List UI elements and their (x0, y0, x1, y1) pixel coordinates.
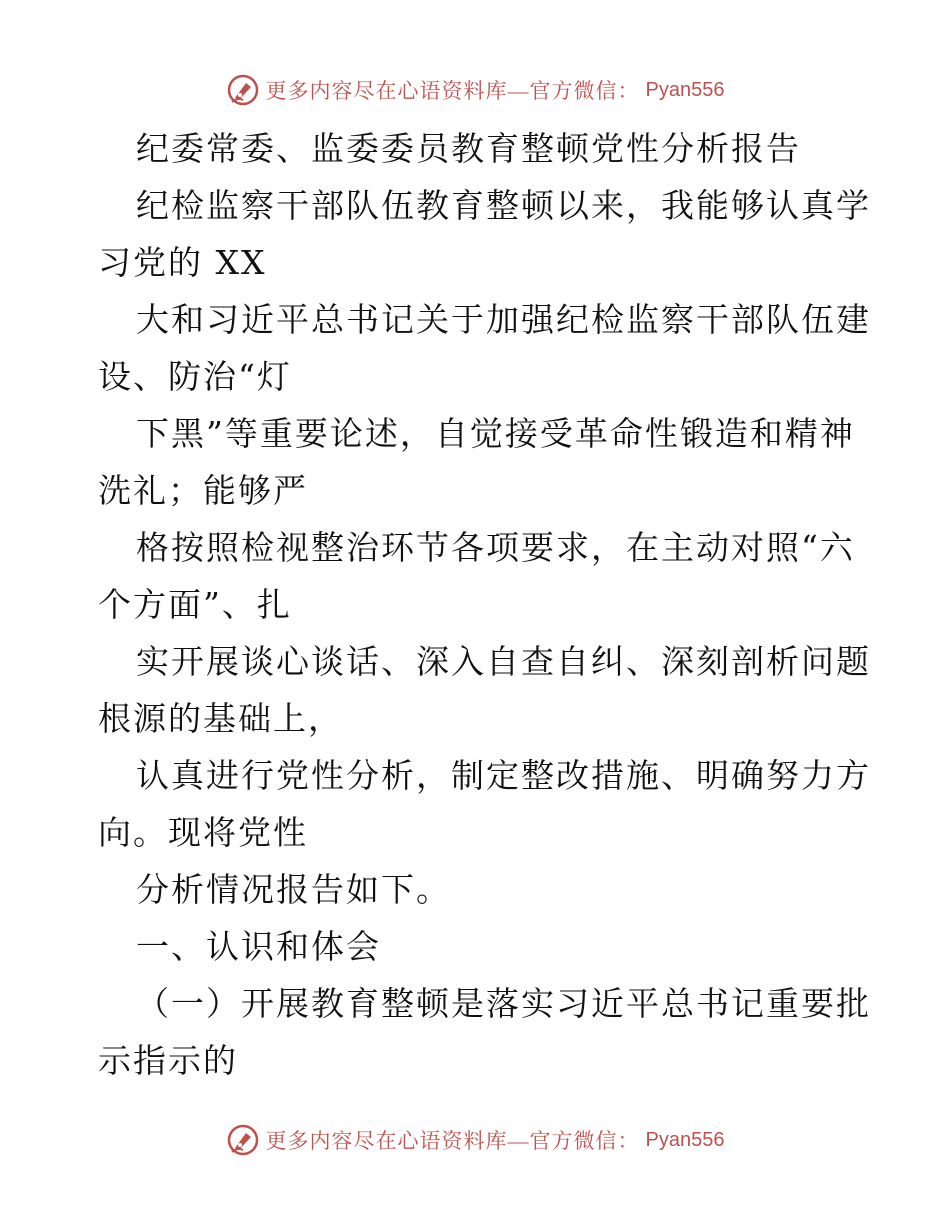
watermark-wechat-id: Pyan556 (645, 78, 725, 101)
text-line: 设、防治“灯 (98, 357, 292, 396)
text-line: 大和习近平总书记关于加强纪检监察干部队伍建 (136, 300, 871, 339)
text-line: 向。现将党性 (98, 813, 308, 852)
text-line: （一）开展教育整顿是落实习近平总书记重要批 (136, 984, 871, 1023)
watermark-group (226, 73, 725, 107)
text-line: 习党的 XX (98, 243, 267, 282)
watermark-text: 更多内容尽在心语资料库—官方微信： (265, 1129, 640, 1153)
text-line: 分析情况报告如下。 (136, 870, 451, 909)
watermark-banner-top (0, 70, 950, 110)
text-line: 认真进行党性分析，制定整改措施、明确努力方 (136, 756, 871, 795)
watermark-banner-bottom (0, 1120, 950, 1160)
text-line: 根源的基础上， (98, 699, 343, 738)
pen-nib-icon (226, 1123, 260, 1157)
text-line: 纪委常委、监委委员教育整顿党性分析报告 (136, 129, 801, 168)
text-line: 一、认识和体会 (136, 927, 381, 966)
text-line: 格按照检视整治环节各项要求，在主动对照“六 (136, 528, 855, 567)
pen-nib-icon (226, 73, 260, 107)
watermark-wechat-id: Pyan556 (645, 1128, 725, 1151)
text-line: 实开展谈心谈话、深入自查自纠、深刻剖析问题 (136, 642, 871, 681)
watermark-group (226, 1123, 725, 1157)
text-line: 纪检监察干部队伍教育整顿以来，我能够认真学 (136, 186, 871, 225)
text-line: 洗礼；能够严 (98, 471, 308, 510)
document-body (98, 120, 871, 1089)
watermark-text: 更多内容尽在心语资料库—官方微信： (265, 79, 640, 103)
text-line: 个方面”、扎 (98, 585, 292, 624)
text-line: 下黑”等重要论述，自觉接受革命性锻造和精神 (136, 414, 855, 453)
text-line: 示指示的 (98, 1041, 238, 1080)
